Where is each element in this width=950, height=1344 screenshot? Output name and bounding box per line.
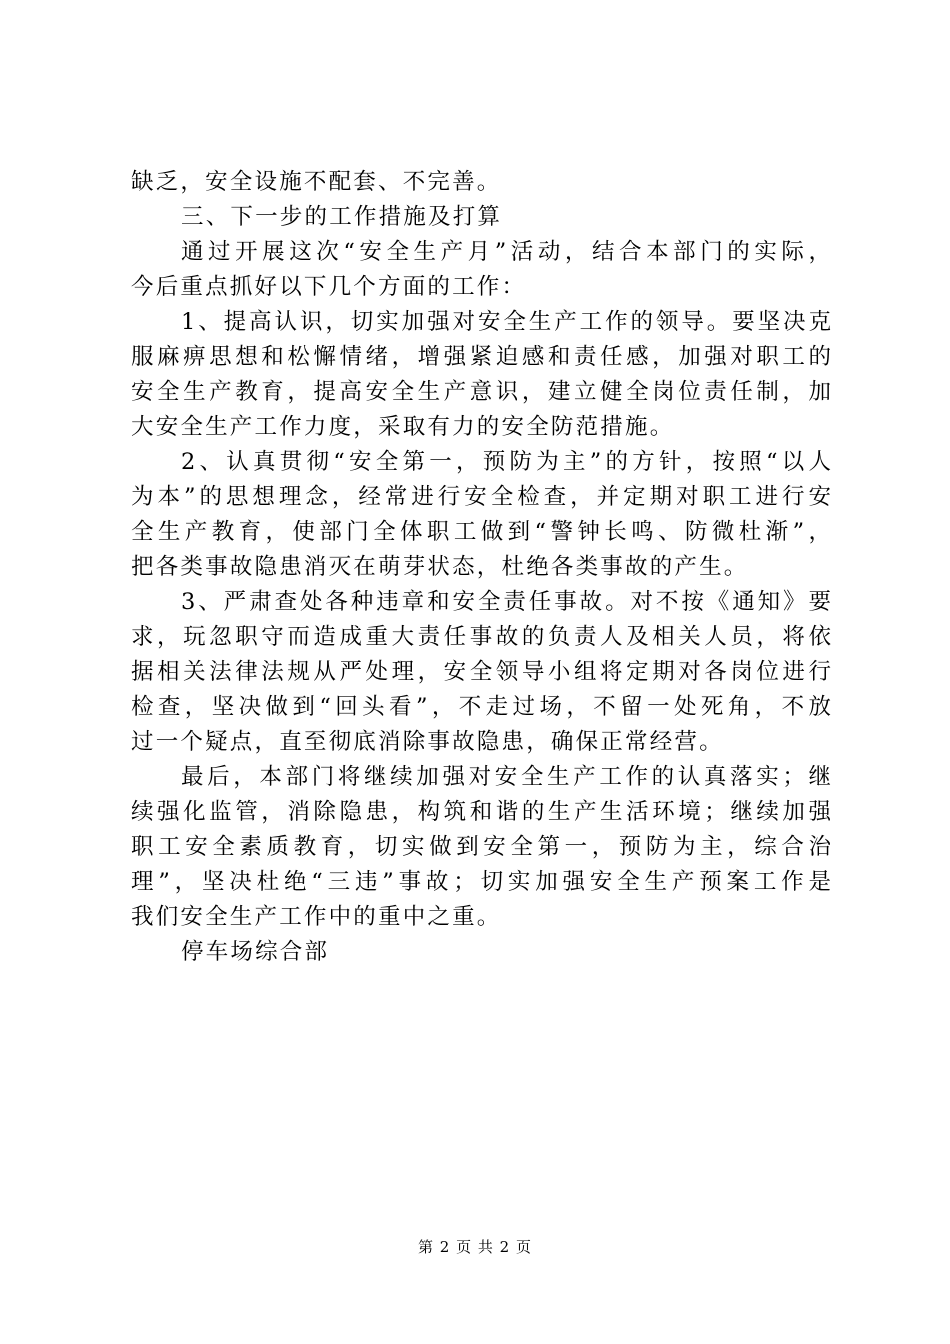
text-line: 2、认真贯彻“安全第一，预防为主”的方针，按照“以人 [181, 449, 831, 475]
text-line: 安全生产教育，提高安全生产意识，建立健全岗位责任制，加 [131, 379, 831, 405]
text-line: 理”，坚决杜绝“三违”事故；切实加强安全生产预案工作是 [131, 869, 831, 895]
text-line: 服麻痹思想和松懈情绪，增强紧迫感和责任感，加强对职工的 [131, 344, 831, 370]
text-line: 续强化监管，消除隐患，构筑和谐的生产生活环境；继续加强 [131, 799, 831, 825]
section-heading: 三、下一步的工作措施及打算 [181, 204, 503, 230]
text-line: 缺乏，安全设施不配套、不完善。 [131, 169, 502, 195]
document-body [131, 165, 831, 970]
page-number-footer: 第 2 页 共 2 页 [418, 1238, 532, 1256]
text-line: 为本”的思想理念，经常进行安全检查，并定期对职工进行安 [131, 484, 831, 510]
signature-department: 停车场综合部 [181, 939, 330, 965]
text-line: 过一个疑点，直至彻底消除事故隐患，确保正常经营。 [131, 729, 724, 755]
text-line: 全生产教育，使部门全体职工做到“警钟长鸣、防微杜渐”， [131, 519, 831, 545]
text-line: 求，玩忽职守而造成重大责任事故的负责人及相关人员，将依 [131, 624, 831, 650]
text-line: 最后，本部门将继续加强对安全生产工作的认真落实；继 [181, 764, 831, 790]
text-line: 检查，坚决做到“回头看”，不走过场，不留一处死角，不放 [131, 694, 831, 720]
text-line: 今后重点抓好以下几个方面的工作： [131, 274, 527, 300]
text-line: 1、提高认识，切实加强对安全生产工作的领导。要坚决克 [181, 309, 831, 335]
text-line: 把各类事故隐患消灭在萌芽状态，杜绝各类事故的产生。 [131, 554, 749, 580]
text-line: 通过开展这次“安全生产月”活动，结合本部门的实际， [181, 239, 831, 265]
text-line: 据相关法律法规从严处理，安全领导小组将定期对各岗位进行 [131, 659, 831, 685]
text-line: 职工安全素质教育，切实做到安全第一，预防为主，综合治 [131, 834, 831, 860]
text-line: 我们安全生产工作中的重中之重。 [131, 904, 502, 930]
text-line: 大安全生产工作力度，采取有力的安全防范措施。 [131, 414, 675, 440]
text-line: 3、严肃查处各种违章和安全责任事故。对不按《通知》要 [181, 589, 831, 615]
